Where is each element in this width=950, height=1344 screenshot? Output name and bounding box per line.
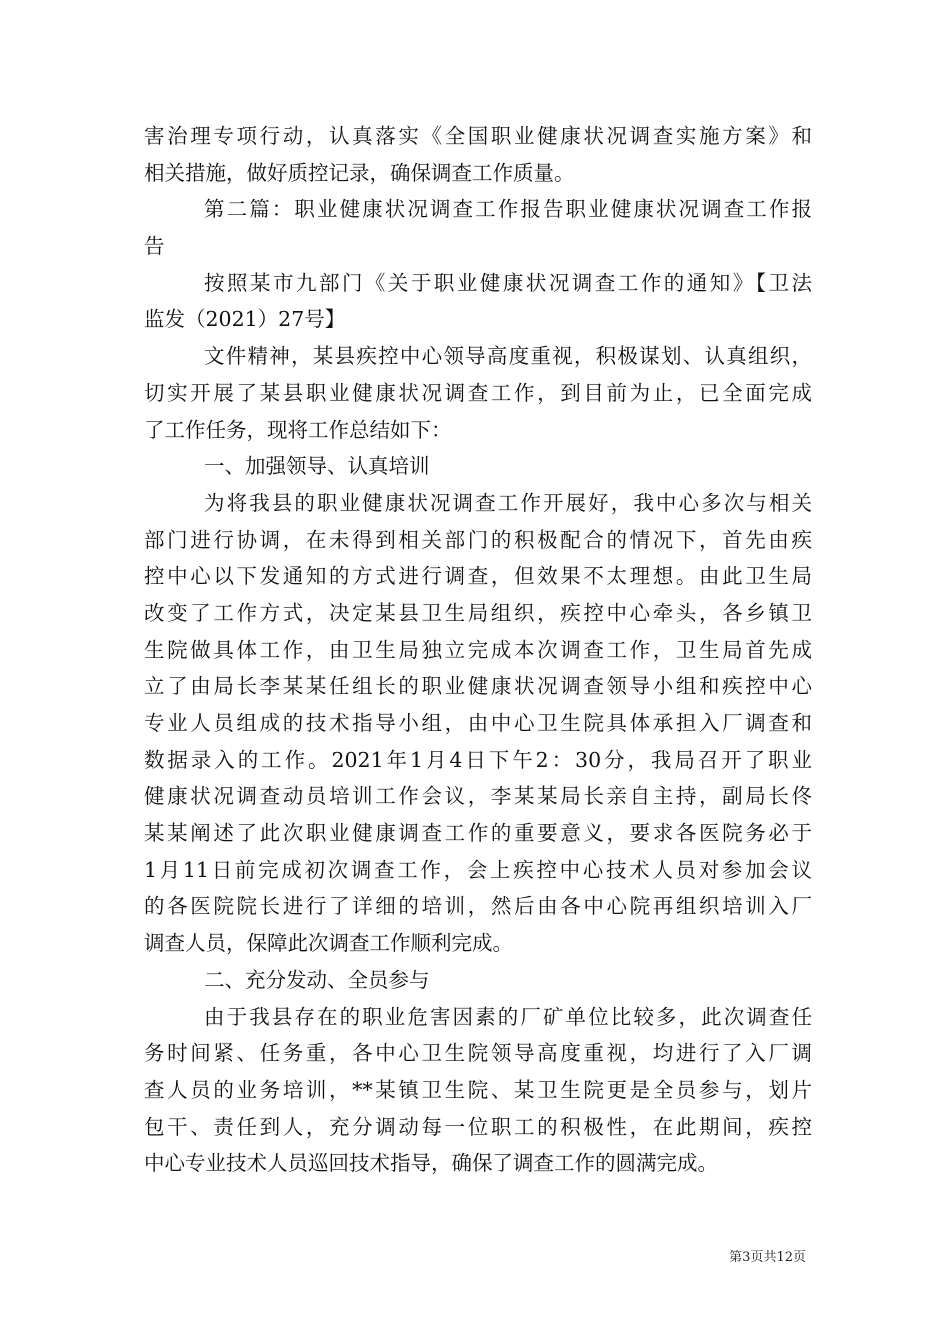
text-line: 中心专业技术人员巡回技术指导，确保了调查工作的圆满完成。 — [144, 1151, 718, 1176]
text-line: 由于我县存在的职业危害因素的厂矿单位比较多，此次调查任 — [204, 1004, 812, 1029]
text-line: 健康状况调查动员培训工作会议，李某某局长亲自主持，副局长佟 — [144, 784, 812, 809]
text-line: 专业人员组成的技术指导小组，由中心卫生院具体承担入厂调查和 — [144, 711, 812, 735]
text-line: 某某阐述了此次职业健康调查工作的重要意义，要求各医院务必于 — [144, 821, 812, 846]
text-line: 1月11日前完成初次调查工作，会上疾控中心技术人员对参加会议 — [144, 857, 812, 882]
text-line: 了工作任务，现将工作总结如下： — [144, 417, 452, 442]
text-line: 告 — [144, 234, 165, 259]
text-line: 查人员的业务培训，**某镇卫生院、某卫生院更是全员参与，划片 — [144, 1077, 812, 1102]
text-line: 第二篇：职业健康状况调查工作报告职业健康状况调查工作报 — [204, 197, 812, 222]
page-number: 第3页共12页 — [729, 1250, 806, 1265]
text-line: 为将我县的职业健康状况调查工作开展好，我中心多次与相关 — [204, 490, 812, 515]
text-line: 一、加强领导、认真培训 — [204, 454, 430, 479]
text-line: 按照某市九部门《关于职业健康状况调查工作的通知》【卫法 — [204, 270, 812, 295]
text-line: 立了由局长李某某任组长的职业健康状况调查领导小组和疾控中心 — [144, 674, 812, 699]
text-line: 监发（2021）27号】 — [144, 307, 346, 332]
text-line: 二、充分发动、全员参与 — [204, 967, 430, 992]
text-line: 数据录入的工作。2021年1月4日下午2：30分，我局召开了职业 — [144, 747, 812, 772]
text-line: 害治理专项行动，认真落实《全国职业健康状况调查实施方案》和 — [144, 124, 812, 148]
text-line: 调查人员，保障此次调查工作顺利完成。 — [144, 931, 513, 956]
text-line: 生院做具体工作，由卫生局独立完成本次调查工作，卫生局首先成 — [144, 637, 812, 662]
text-line: 控中心以下发通知的方式进行调查，但效果不太理想。由此卫生局 — [144, 564, 812, 589]
text-line: 相关措施，做好质控记录，确保调查工作质量。 — [144, 160, 575, 185]
text-line: 切实开展了某县职业健康状况调查工作，到目前为止，已全面完成 — [144, 380, 812, 405]
text-line: 改变了工作方式，决定某县卫生局组织，疾控中心牵头，各乡镇卫 — [144, 600, 812, 625]
text-line: 务时间紧、任务重，各中心卫生院领导高度重视，均进行了入厂调 — [144, 1041, 812, 1066]
text-line: 文件精神，某县疾控中心领导高度重视，积极谋划、认真组织， — [204, 344, 812, 369]
text-line: 部门进行协调，在未得到相关部门的积极配合的情况下，首先由疾 — [144, 527, 812, 552]
document-body — [144, 118, 812, 1182]
text-line: 的各医院院长进行了详细的培训，然后由各中心院再组织培训入厂 — [144, 894, 812, 919]
text-line: 包干、责任到人，充分调动每一位职工的积极性，在此期间，疾控 — [144, 1114, 812, 1139]
